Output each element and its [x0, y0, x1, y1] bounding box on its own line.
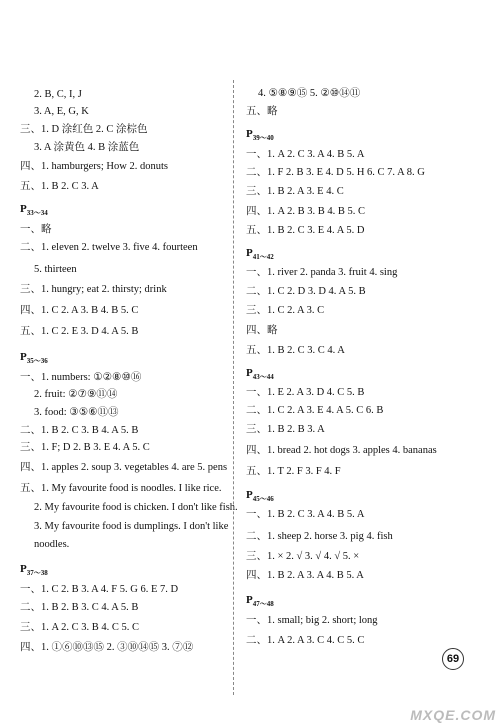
answer-text: 三、1. hungry; eat 2. thirsty; drink	[20, 284, 167, 295]
answer-line	[246, 550, 359, 564]
page-range-heading	[20, 202, 48, 220]
page-range-heading	[20, 562, 48, 580]
answer-line	[20, 641, 193, 655]
answer-text: 四、1. bread 2. hot dogs 3. apples 4. bananas	[246, 445, 437, 456]
page-range-subscript: 41～42	[252, 253, 274, 261]
answer-line	[20, 223, 52, 237]
answer-line	[246, 185, 344, 199]
answer-line	[246, 386, 364, 400]
page-range-subscript: 37～38	[26, 569, 48, 577]
page-number: 69	[442, 648, 464, 670]
answer-line	[20, 160, 168, 174]
answer-text: 四、1. hamburgers; How 2. donuts	[20, 161, 168, 172]
answer-text: 一、1. river 2. panda 3. fruit 4. sing	[246, 267, 398, 278]
answer-text: 三、1. × 2. √ 3. √ 4. √ 5. ×	[246, 551, 360, 562]
answer-line	[246, 634, 364, 648]
answer-line	[20, 424, 138, 438]
answer-text: 三、1. F; D 2. B 3. E 4. A 5. C	[20, 442, 150, 453]
answer-text: 一、1. numbers: ①②⑧⑩⑯	[20, 372, 142, 383]
answer-line	[34, 263, 77, 277]
answer-line	[246, 266, 397, 280]
answer-line	[246, 508, 364, 522]
answer-text: 二、1. A 2. A 3. C 4. C 5. C	[246, 635, 365, 646]
answer-line	[246, 344, 345, 358]
answer-line	[20, 601, 138, 615]
answer-text: 2. fruit: ②⑦⑨⑪⑭	[34, 389, 118, 400]
answer-text: P	[20, 351, 27, 363]
answer-text: 二、1. B 2. C 3. B 4. A 5. B	[20, 425, 139, 436]
answer-line	[246, 444, 437, 458]
answer-text: 一、略	[20, 224, 52, 235]
page-range-subscript: 39～40	[252, 134, 274, 142]
answer-line	[246, 105, 278, 119]
answer-text: 3. food: ③⑤⑥⑪⑬	[34, 407, 119, 418]
answer-line	[246, 465, 341, 479]
answer-text: P	[20, 563, 27, 575]
page-range-heading	[20, 350, 48, 368]
answer-line	[20, 461, 227, 475]
answer-text: 五、1. B 2. C 3. A	[20, 181, 99, 192]
answer-text: 五、1. B 2. C 3. E 4. A 5. D	[246, 225, 365, 236]
answer-line	[258, 87, 360, 101]
page-range-subscript: 43～44	[252, 373, 274, 381]
answer-line	[246, 569, 364, 583]
answer-line	[20, 583, 178, 597]
answer-text: 5. thirteen	[34, 264, 77, 275]
answer-line	[246, 148, 364, 162]
answer-text: 3. A, E, G, K	[34, 106, 89, 117]
answer-text: 二、1. C 2. D 3. D 4. A 5. B	[246, 286, 366, 297]
answer-text: 三、1. B 2. B 3. A	[246, 424, 325, 435]
page-range-heading	[246, 246, 274, 264]
answer-text: 3. My favourite food is dumplings. I don't like	[34, 521, 229, 532]
answer-line	[246, 205, 365, 219]
answer-text: 四、1. apples 2. soup 3. vegetables 4. are 5. pens	[20, 462, 228, 473]
answer-line	[20, 123, 147, 137]
page-range-heading	[246, 593, 274, 611]
answer-text: P	[246, 247, 253, 259]
answer-line	[20, 441, 150, 455]
answer-line	[246, 285, 366, 299]
page-range-subscript: 33～34	[26, 209, 48, 217]
answer-text: 二、1. eleven 2. twelve 3. five 4. fourteen	[20, 242, 198, 253]
answer-line	[20, 621, 139, 635]
page-range-heading	[246, 366, 274, 384]
answer-text: P	[246, 489, 253, 501]
answer-text: 四、1. B 2. A 3. A 4. B 5. A	[246, 570, 364, 581]
column-divider	[233, 80, 234, 695]
answer-text: 四、略	[246, 325, 278, 336]
answer-line	[20, 304, 138, 318]
answer-line	[246, 423, 325, 437]
answer-line	[34, 88, 82, 102]
answer-text: 五、1. C 2. E 3. D 4. A 5. B	[20, 326, 139, 337]
answer-line	[246, 304, 324, 318]
answer-text: 2. My favourite food is chicken. I don't like fish.	[34, 502, 238, 513]
answer-text: 二、1. sheep 2. horse 3. pig 4. fish	[246, 531, 393, 542]
answer-text: 一、1. A 2. C 3. A 4. B 5. A	[246, 149, 365, 160]
answer-line	[20, 482, 222, 496]
watermark: MXQE.COM	[410, 707, 496, 723]
answer-line	[20, 325, 138, 339]
page-range-subscript: 47～48	[252, 600, 274, 608]
page-range-heading	[246, 488, 274, 506]
page-range-heading	[246, 127, 274, 145]
answer-text: 4. ⑤⑧⑨⑮ 5. ②⑩⑭⑪	[258, 88, 361, 99]
answer-text: 一、1. E 2. A 3. D 4. C 5. B	[246, 387, 365, 398]
answer-text: 3. A 涂黄色 4. B 涂蓝色	[34, 142, 140, 153]
answer-text: 三、1. A 2. C 3. B 4. C 5. C	[20, 622, 140, 633]
answer-text: P	[20, 203, 27, 215]
answer-line	[20, 180, 99, 194]
answer-text: P	[246, 594, 253, 606]
answer-text: 2. B, C, I, J	[34, 89, 82, 100]
answer-line	[34, 141, 139, 155]
answer-line	[20, 283, 167, 297]
page-range-subscript: 45～46	[252, 495, 274, 503]
answer-text: P	[246, 128, 253, 140]
answer-line	[34, 388, 117, 402]
answer-line	[34, 501, 238, 515]
answer-text: 五、1. T 2. F 3. F 4. F	[246, 466, 341, 477]
answer-text: 一、1. B 2. C 3. A 4. B 5. A	[246, 509, 365, 520]
answer-text: 二、1. C 2. A 3. E 4. A 5. C 6. B	[246, 405, 384, 416]
answer-text: 五、1. My favourite food is noodles. I like rice.	[20, 483, 222, 494]
answer-line	[246, 614, 378, 628]
answer-text: 三、1. C 2. A 3. C	[246, 305, 325, 316]
answer-text: 五、1. B 2. C 3. C 4. A	[246, 345, 345, 356]
answer-text: 三、1. D 涂红色 2. C 涂棕色	[20, 124, 148, 135]
answer-line	[246, 530, 393, 544]
page-range-subscript: 35～36	[26, 357, 48, 365]
answer-line	[246, 324, 278, 338]
answer-text: 四、1. C 2. A 3. B 4. B 5. C	[20, 305, 139, 316]
answer-line	[34, 520, 228, 534]
answer-line	[20, 371, 141, 385]
answer-line	[34, 538, 69, 552]
answer-line	[20, 241, 198, 255]
answer-line	[34, 406, 119, 420]
answer-text: 四、1. A 2. B 3. B 4. B 5. C	[246, 206, 366, 217]
answer-text: 二、1. B 2. B 3. C 4. A 5. B	[20, 602, 139, 613]
answer-line	[246, 224, 364, 238]
answer-text: 三、1. B 2. A 3. E 4. C	[246, 186, 344, 197]
answer-text: 一、1. small; big 2. short; long	[246, 615, 378, 626]
answer-text: 二、1. F 2. B 3. E 4. D 5. H 6. C 7. A 8. G	[246, 167, 425, 178]
answer-line	[246, 404, 383, 418]
answer-text: noodles.	[34, 539, 70, 550]
answer-line	[246, 166, 425, 180]
answer-line	[34, 105, 89, 119]
answer-text: P	[246, 367, 253, 379]
answer-text: 五、略	[246, 106, 278, 117]
answer-text: 一、1. C 2. B 3. A 4. F 5. G 6. E 7. D	[20, 584, 179, 595]
answer-text: 四、1. ①⑥⑩⑬⑮ 2. ③⑩⑭⑮ 3. ⑦⑫	[20, 642, 194, 653]
